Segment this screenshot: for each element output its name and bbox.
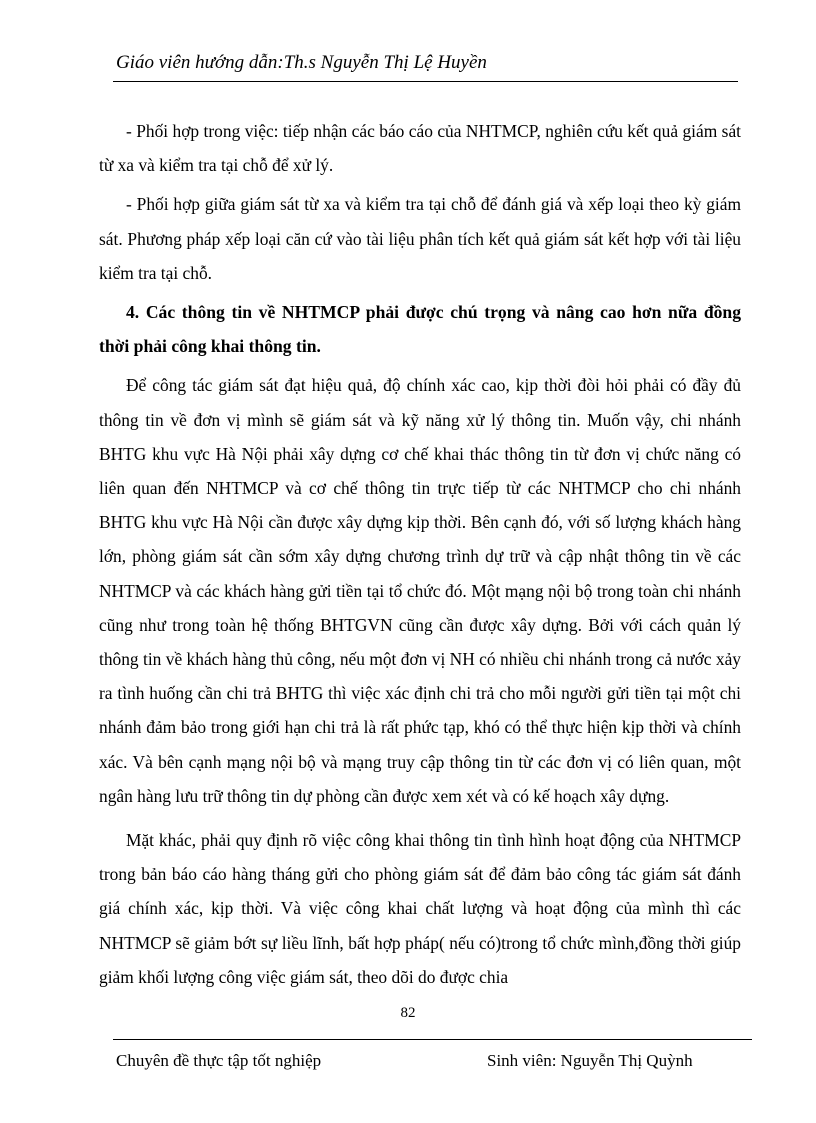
paragraph-coordination-reports: - Phối hợp trong việc: tiếp nhận các báo cáo của NHTMCP, nghiên cứu kết quả giám sát từ xa và kiểm tra tại chỗ để xử lý.	[99, 121, 741, 176]
document-body	[99, 114, 741, 994]
paragraph-public-disclosure: Mặt khác, phải quy định rõ việc công khai thông tin tình hình hoạt động của NHTMCP trong bản báo cáo hàng tháng gửi cho phòng giám sát để đảm bảo công tác giám sát đánh giá chính xác, kịp thời. Và việc công khai chất lượng và hoạt động của mình thì các NHTMCP sẽ giảm bớt sự liều lĩnh, bất hợp pháp( nếu có)trong tổ chức mình,đồng thời giúp giảm khối lượng công việc giám sát, theo dõi do được chia	[99, 830, 741, 987]
footer-title: Chuyên đề thực tập tốt nghiệp	[116, 1051, 322, 1070]
footer-divider	[113, 1039, 752, 1040]
paragraph-coordination-rating: - Phối hợp giữa giám sát từ xa và kiểm tra tại chỗ để đánh giá và xếp loại theo kỳ giám sát. Phương pháp xếp loại căn cứ vào tài liệu phân tích kết quả giám sát kết hợp với tài liệu kiểm tra tại chỗ.	[99, 194, 741, 283]
page-header: Giáo viên hướng dẫn:Th.s Nguyễn Thị Lệ Huyền	[116, 52, 487, 73]
header-divider	[113, 81, 738, 82]
page-number: 82	[400, 1005, 416, 1021]
section-heading: 4. Các thông tin về NHTMCP phải được chú trọng và nâng cao hơn nữa đồng thời phải công khai thông tin.	[99, 302, 741, 357]
footer-student: Sinh viên: Nguyễn Thị Quỳnh	[487, 1051, 693, 1070]
paragraph-information-systems: Để công tác giám sát đạt hiệu quả, độ chính xác cao, kịp thời đòi hỏi phải có đầy đủ thông tin về đơn vị mình sẽ giám sát và kỹ năng xử lý thông tin. Muốn vậy, chi nhánh BHTG khu vực Hà Nội phải xây dựng cơ chế khai thác thông tin từ đơn vị chức năng có liên quan đến NHTMCP và cơ chế thông tin trực tiếp từ các NHTMCP cho chi nhánh BHTG khu vực Hà Nội cần được xây dựng kịp thời. Bên cạnh đó, với số lượng khách hàng lớn, phòng giám sát cần sớm xây dựng chương trình dự trữ và cập nhật thông tin về các NHTMCP và các khách hàng gửi tiền tại tổ chức đó. Một mạng nội bộ trong toàn chi nhánh cũng như trong toàn hệ thống BHTGVN cũng cần được xây dựng. Bởi với cách quản lý thông tin về khách hàng thủ công, nếu một đơn vị NH có nhiều chi nhánh trong cả nước xảy ra tình huống cần chi trả BHTG thì việc xác định chi trả cho mỗi người gửi tiền tại một chi nhánh đảm bảo trong giới hạn chi trả là rất phức tạp, khó có thể thực hiện kịp thời và chính xác. Và bên cạnh mạng nội bộ và mạng truy cập thông tin từ các đơn vị có liên quan, một ngân hàng lưu trữ thông tin dự phòng cần được xem xét và có kế hoạch xây dựng.	[99, 375, 741, 806]
